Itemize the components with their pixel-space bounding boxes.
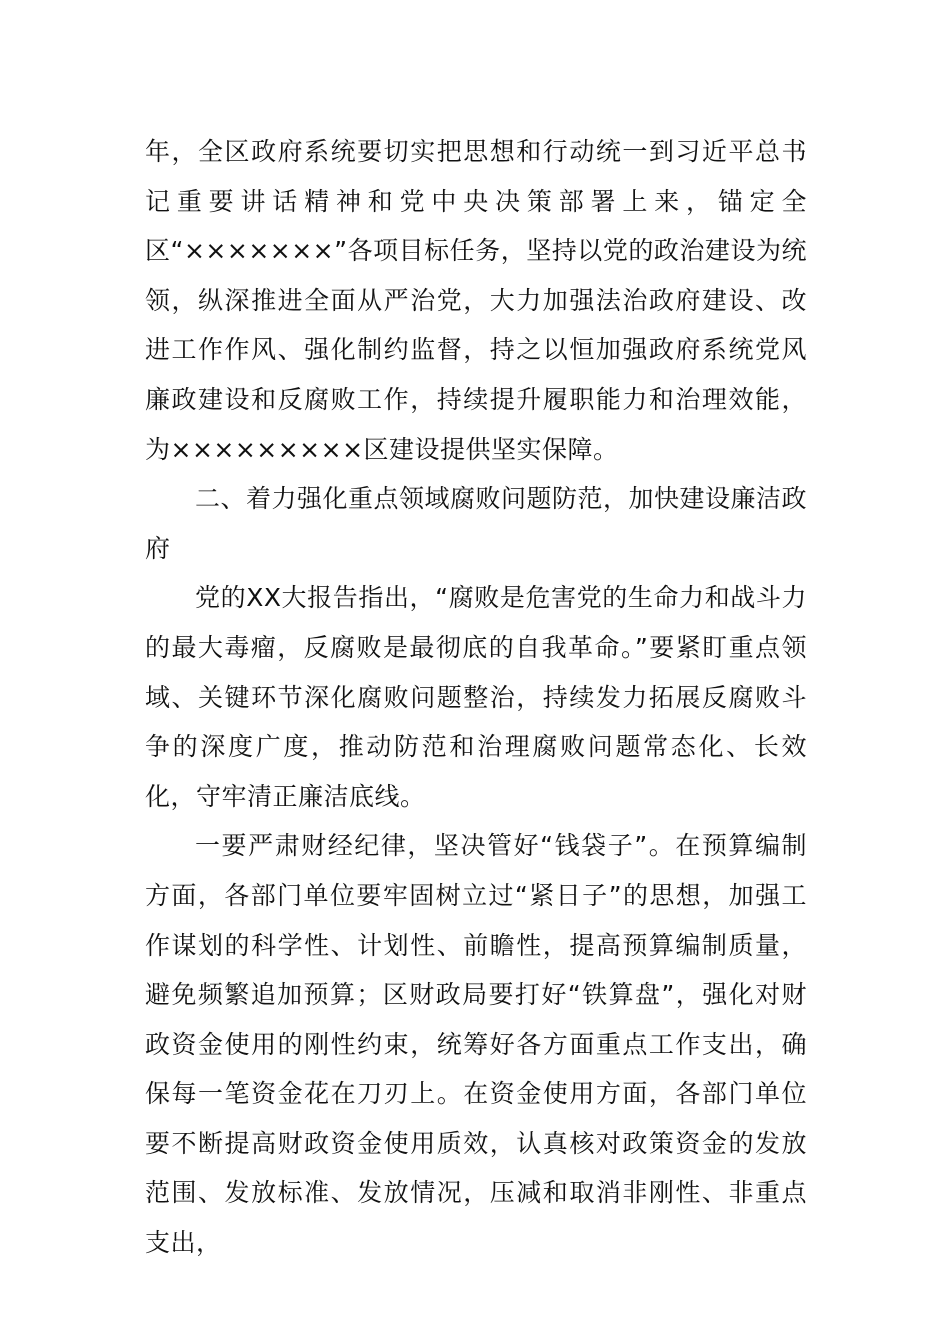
paragraph-continuation: 年，全区政府系统要切实把思想和行动统一到习近平总书记重要讲话精神和党中央决策部署上来，锚定全区“×××××××”各项目标任务，坚持以党的政治建设为统领，纵深推进全面从严治党，大力加强法治政府建设、改进工作作风、强化制约监督，持之以恒加强政府系统党风廉政建设和反腐败工作，持续提升履职能力和治理效能，为×××××××××区建设提供坚实保障。: [145, 137, 807, 464]
paragraph-quote: 党的XX大报告指出，“腐败是危害党的生命力和战斗力的最大毒瘤，反腐败是最彻底的自我革命。”要紧盯重点领域、关键环节深化腐败问题整治，持续发力拓展反腐败斗争的深度广度，推动防范和治理腐败问题常态化、长效化，守牢清正廉洁底线。: [145, 583, 807, 811]
document-body: [145, 127, 807, 1268]
paragraph-finance-discipline: 一要严肃财经纪律，坚决管好“钱袋子”。在预算编制方面，各部门单位要牢固树立过“紧日子”的思想，加强工作谋划的科学性、计划性、前瞻性，提高预算编制质量，避免频繁追加预算；区财政局要打好“铁算盘”，强化对财政资金使用的刚性约束，统筹好各方面重点工作支出，确保每一笔资金花在刀刃上。在资金使用方面，各部门单位要不断提高财政资金使用质效，认真核对政策资金的发放范围、发放标准、发放情况，压减和取消非刚性、非重点支出，: [145, 831, 807, 1258]
section-heading: 二、着力强化重点领域腐败问题防范，加快建设廉洁政府: [145, 484, 808, 563]
